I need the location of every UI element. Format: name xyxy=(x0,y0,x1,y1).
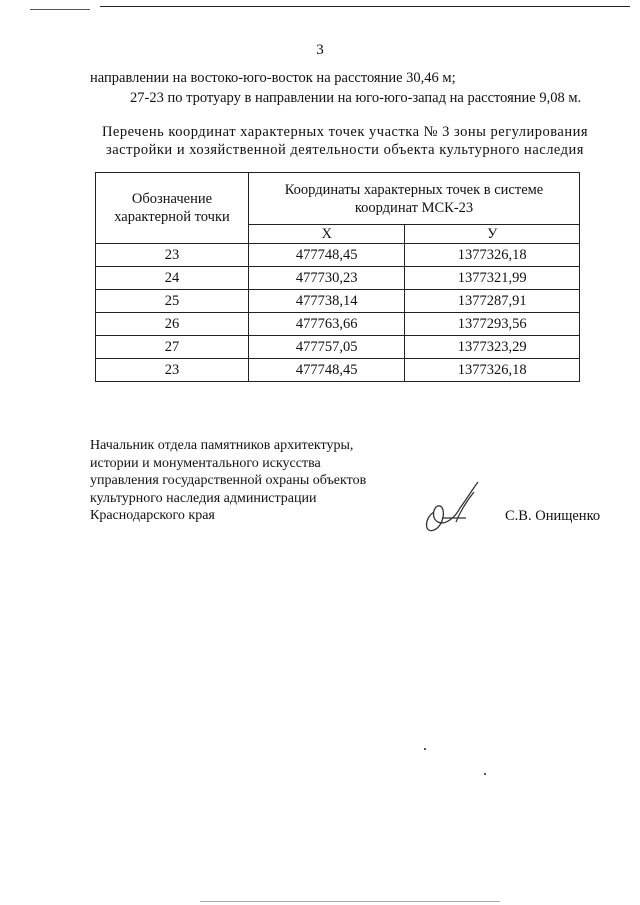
header-point-designation: Обозначение характерной точки xyxy=(96,173,249,244)
cell-y: 1377293,56 xyxy=(405,313,580,336)
cell-point: 26 xyxy=(96,313,249,336)
cell-point: 24 xyxy=(96,267,249,290)
table-heading-line-2: застройки и хозяйственной деятельности объекта культурного наследия xyxy=(106,142,584,158)
cell-point: 27 xyxy=(96,336,249,359)
top-border-line xyxy=(100,6,630,7)
cell-x: 477748,45 xyxy=(249,244,405,267)
cell-y: 1377326,18 xyxy=(405,244,580,267)
cell-x: 477748,45 xyxy=(249,359,405,382)
cell-x: 477738,14 xyxy=(249,290,405,313)
table-header-row xyxy=(96,173,580,225)
cell-y: 1377287,91 xyxy=(405,290,580,313)
signatory-name: С.В. Онищенко xyxy=(505,508,601,524)
top-border-line-fragment xyxy=(30,9,90,10)
signatory-line: истории и монументального искусства xyxy=(90,455,321,471)
cell-x: 477730,23 xyxy=(249,267,405,290)
table-row xyxy=(96,244,580,267)
cell-y: 1377321,99 xyxy=(405,267,580,290)
header-coordinates: Координаты характерных точек в системе координат МСК-23 xyxy=(249,173,580,225)
cell-point: 23 xyxy=(96,244,249,267)
cell-point: 23 xyxy=(96,359,249,382)
table-row xyxy=(96,359,580,382)
signatory-line: Краснодарского края xyxy=(90,508,215,523)
cell-point: 25 xyxy=(96,290,249,313)
signatory-title xyxy=(90,437,366,525)
handwritten-signature xyxy=(420,478,495,538)
bottom-scan-line xyxy=(200,901,500,902)
table-row xyxy=(96,290,580,313)
cell-x: 477763,66 xyxy=(249,313,405,336)
table-row xyxy=(96,313,580,336)
scan-speck xyxy=(424,748,426,750)
cell-y: 1377323,29 xyxy=(405,336,580,359)
coordinates-table xyxy=(95,172,580,382)
intro-line-1: направлении на востоко-юго-восток на расстояние 30,46 м; xyxy=(90,70,456,86)
signatory-line: управления государственной охраны объектов xyxy=(90,473,367,488)
table-heading-line-1: Перечень координат характерных точек участка № 3 зоны регулирования xyxy=(101,124,589,140)
scan-speck xyxy=(484,773,486,775)
signatory-line: культурного наследия администрации xyxy=(90,490,317,506)
cell-x: 477757,05 xyxy=(249,336,405,359)
header-y: У xyxy=(405,225,580,244)
signatory-line: Начальник отдела памятников архитектуры, xyxy=(90,438,354,453)
header-x: X xyxy=(249,225,405,244)
cell-y: 1377326,18 xyxy=(405,359,580,382)
intro-line-2: 27-23 по тротуару в направлении на юго-юго-запад на расстояние 9,08 м. xyxy=(130,90,582,106)
page-number: 3 xyxy=(316,42,324,58)
table-row xyxy=(96,336,580,359)
table-row xyxy=(96,267,580,290)
